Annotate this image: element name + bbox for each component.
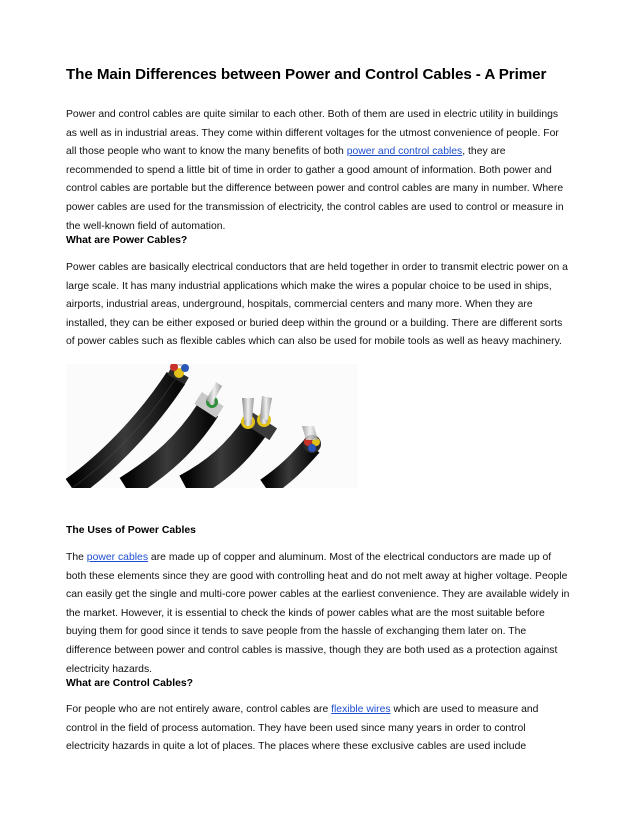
uses-paragraph [66, 549, 571, 679]
power-cables-paragraph: Power cables are basically electrical conductors that are held together in order to transmit electric power on a large scale. It has many industrial applications which make the wires a popular choice to be used in ships, airports, industrial areas, underground, hospitals, commercial centers and many more. When they are installed, they can be either exposed or buried deep within the ground or a building. There are different sorts of power cables such as flexible cables which can also be used for mobile tools as well as heavy machinery. [66, 262, 568, 348]
uses-heading: The Uses of Power Cables [66, 525, 196, 536]
cables-illustration [66, 364, 358, 488]
power-cables-link[interactable]: power cables [86, 552, 149, 563]
control-text-b: which are used to measure and control in the field of process automation. They have been used since many years in order to control electricity hazards in quite a lot of places. The places where these exclusive cables are used include [66, 704, 539, 753]
power-control-cables-link[interactable]: power and control cables [346, 146, 463, 158]
flexible-wires-link[interactable]: flexible wires [331, 704, 391, 715]
article-title: The Main Differences between Power and Control Cables - A Primer [66, 66, 547, 83]
intro-text-a: Power and control cables are quite similar to each other. Both of them are used in electric utility in buildings as well as in industrial areas. They come within different voltages for the utmost convenience of people. For all those people who want to know the many benefits of both [66, 109, 559, 158]
control-cables-heading: What are Control Cables? [66, 678, 194, 689]
intro-paragraph [66, 106, 571, 236]
control-text-a: For people who are not entirely aware, control cables are [66, 704, 332, 715]
power-cables-heading: What are Power Cables? [66, 235, 188, 246]
intro-text-b: , they are recommended to spend a little bit of time in order to gather a good amount of information. Both power and control cables are portable but the difference between power and control cables are many in number. Where power cables are used for the transmission of electricity, the control cables are used to control or measure in the well-known field of automation. [66, 146, 564, 232]
power-cables-photo [66, 364, 358, 488]
uses-text-b: are made up of copper and aluminum. Most of the electrical conductors are made up of both these elements since they are good with controlling heat and do not melt away at higher voltage. People can easily get the single and multi-core power cables at the earliest convenience. They are available widely in the market. However, it is essential to check the kinds of power cables what are the most suitable before buying them for good since it tends to save people from the hassle of exchanging them later on. The difference between power and control cables is massive, though they are both used as a protection against electricity hazards. [66, 552, 570, 675]
control-cables-paragraph [66, 701, 571, 757]
uses-text-a: The [66, 552, 87, 563]
